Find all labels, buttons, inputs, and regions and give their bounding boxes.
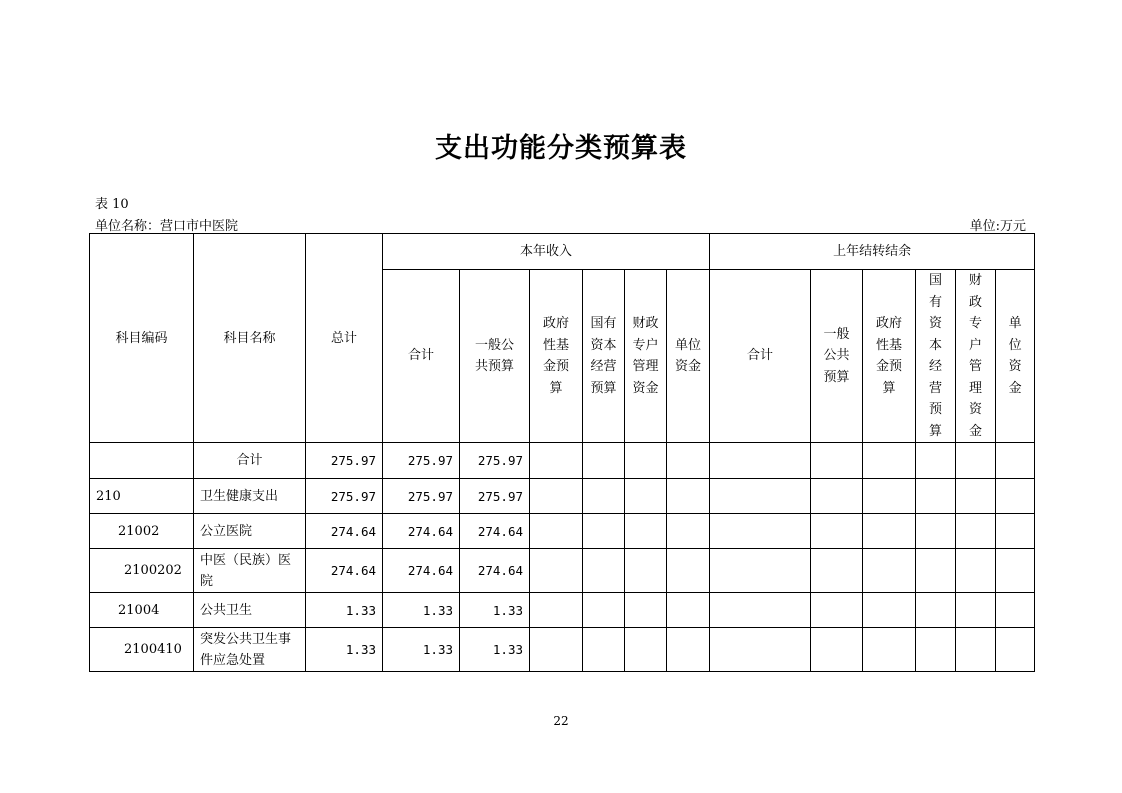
cell-code: 2100410 xyxy=(90,628,194,672)
cell-name: 卫生健康支出 xyxy=(194,479,306,514)
cell-name: 合计 xyxy=(194,443,306,479)
cell-name: 公共卫生 xyxy=(194,593,306,628)
cell-code: 21002 xyxy=(90,514,194,549)
table-number: 表 10 xyxy=(95,197,129,212)
table-row xyxy=(90,514,1035,549)
cell-cy-total: 1.33 xyxy=(383,628,460,672)
cell-total: 274.64 xyxy=(306,549,383,593)
header-py-gov-fund: 政府性基金预算 xyxy=(863,270,916,443)
table-row xyxy=(90,549,1035,593)
cell-cy-total: 274.64 xyxy=(383,549,460,593)
cell-name: 公立医院 xyxy=(194,514,306,549)
cell-cy-general: 1.33 xyxy=(460,593,530,628)
cell-code: 210 xyxy=(90,479,194,514)
cell-name: 中医（民族）医院 xyxy=(194,549,306,593)
cell-total: 1.33 xyxy=(306,593,383,628)
cell-total: 275.97 xyxy=(306,479,383,514)
table-row xyxy=(90,628,1035,672)
cell-cy-general: 275.97 xyxy=(460,443,530,479)
cell-cy-total: 274.64 xyxy=(383,514,460,549)
header-cy-state-capital: 国有资本经营预算 xyxy=(583,270,625,443)
header-prior-year: 上年结转结余 xyxy=(710,234,1035,270)
cell-code: 21004 xyxy=(90,593,194,628)
header-cy-gov-fund: 政府性基金预算 xyxy=(530,270,583,443)
header-py-general: 一般公共预算 xyxy=(811,270,863,443)
cell-cy-total: 275.97 xyxy=(383,443,460,479)
header-cy-general: 一般公共预算 xyxy=(460,270,530,443)
cell-code xyxy=(90,443,194,479)
table-row xyxy=(90,443,1035,479)
header-py-unit-funds: 单位资金 xyxy=(996,270,1035,443)
table-row xyxy=(90,593,1035,628)
cell-cy-general: 1.33 xyxy=(460,628,530,672)
unit-name: 单位名称：营口市中医院 xyxy=(95,219,239,234)
budget-table xyxy=(89,233,1035,672)
page-number: 22 xyxy=(553,714,569,728)
page-title: 支出功能分类预算表 xyxy=(435,133,687,164)
cell-cy-general: 275.97 xyxy=(460,479,530,514)
header-name: 科目名称 xyxy=(194,234,306,443)
cell-cy-general: 274.64 xyxy=(460,514,530,549)
header-cy-unit-funds: 单位资金 xyxy=(667,270,710,443)
header-cy-special-account: 财政专户管理资金 xyxy=(625,270,667,443)
header-py-special-account: 财政专户管理资金 xyxy=(956,270,996,443)
header-cy-total: 合计 xyxy=(383,270,460,443)
cell-name: 突发公共卫生事件应急处置 xyxy=(194,628,306,672)
cell-total: 275.97 xyxy=(306,443,383,479)
cell-total: 274.64 xyxy=(306,514,383,549)
cell-code: 2100202 xyxy=(90,549,194,593)
table-row xyxy=(90,479,1035,514)
header-total: 总计 xyxy=(306,234,383,443)
header-code: 科目编码 xyxy=(90,234,194,443)
currency-unit: 单位:万元 xyxy=(969,219,1026,234)
cell-total: 1.33 xyxy=(306,628,383,672)
header-py-state-capital: 国有资本经营预算 xyxy=(916,270,956,443)
cell-cy-general: 274.64 xyxy=(460,549,530,593)
header-current-year: 本年收入 xyxy=(383,234,710,270)
cell-cy-total: 275.97 xyxy=(383,479,460,514)
cell-cy-total: 1.33 xyxy=(383,593,460,628)
header-py-total: 合计 xyxy=(710,270,811,443)
